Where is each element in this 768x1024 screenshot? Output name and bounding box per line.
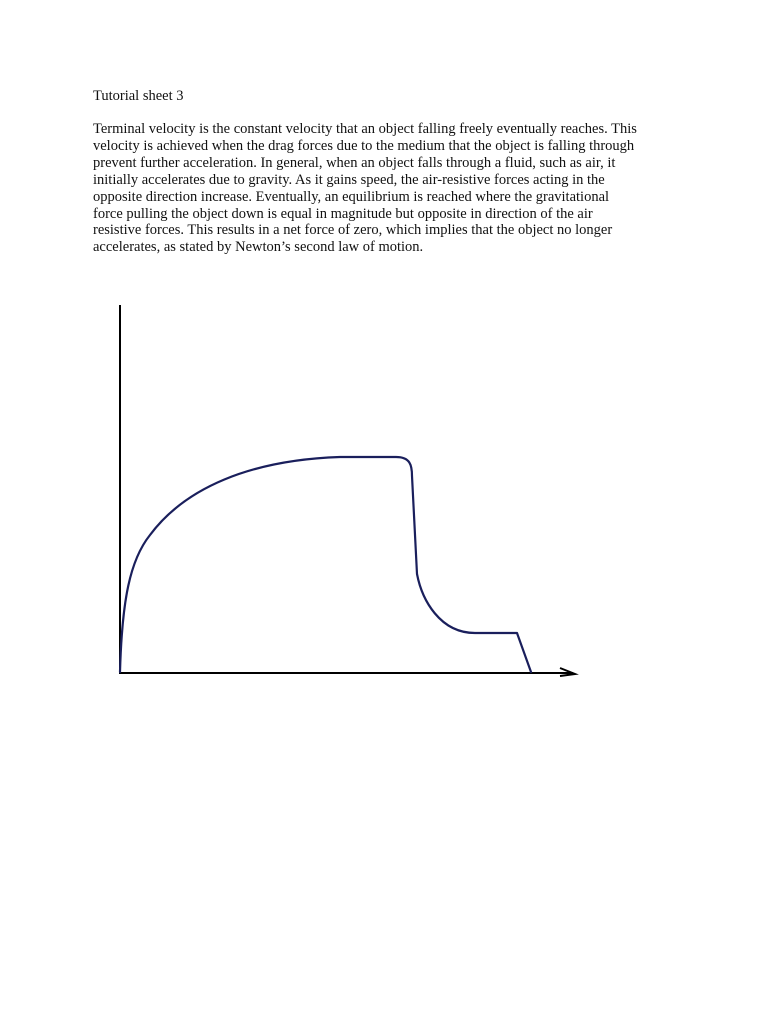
paragraph-line: accelerates, as stated by Newton’s second law of motion.	[93, 239, 424, 256]
paragraph-line: Terminal velocity is the constant velocity that an object falling freely eventually reaches. This	[93, 121, 637, 137]
paragraph-line: prevent further acceleration. In general, when an object falls through a fluid, such as air, it	[93, 154, 616, 171]
paragraph-line: initially accelerates due to gravity. As it gains speed, the air-resistive forces acting in the	[93, 171, 605, 188]
body-paragraph	[93, 121, 693, 256]
paragraph-line: resistive forces. This results in a net force of zero, which implies that the object no longer	[93, 222, 613, 239]
velocity-curve	[120, 457, 531, 672]
paragraph-line: opposite direction increase. Eventually, an equilibrium is reached where the gravitational	[93, 188, 610, 205]
x-axis-arrowhead	[560, 668, 575, 676]
document-title: Tutorial sheet 3	[93, 88, 184, 104]
paragraph-line: velocity is achieved when the drag forces due to the medium that the object is falling through	[93, 137, 635, 154]
paragraph-line: force pulling the object down is equal in magnitude but opposite in direction of the air	[93, 205, 593, 222]
